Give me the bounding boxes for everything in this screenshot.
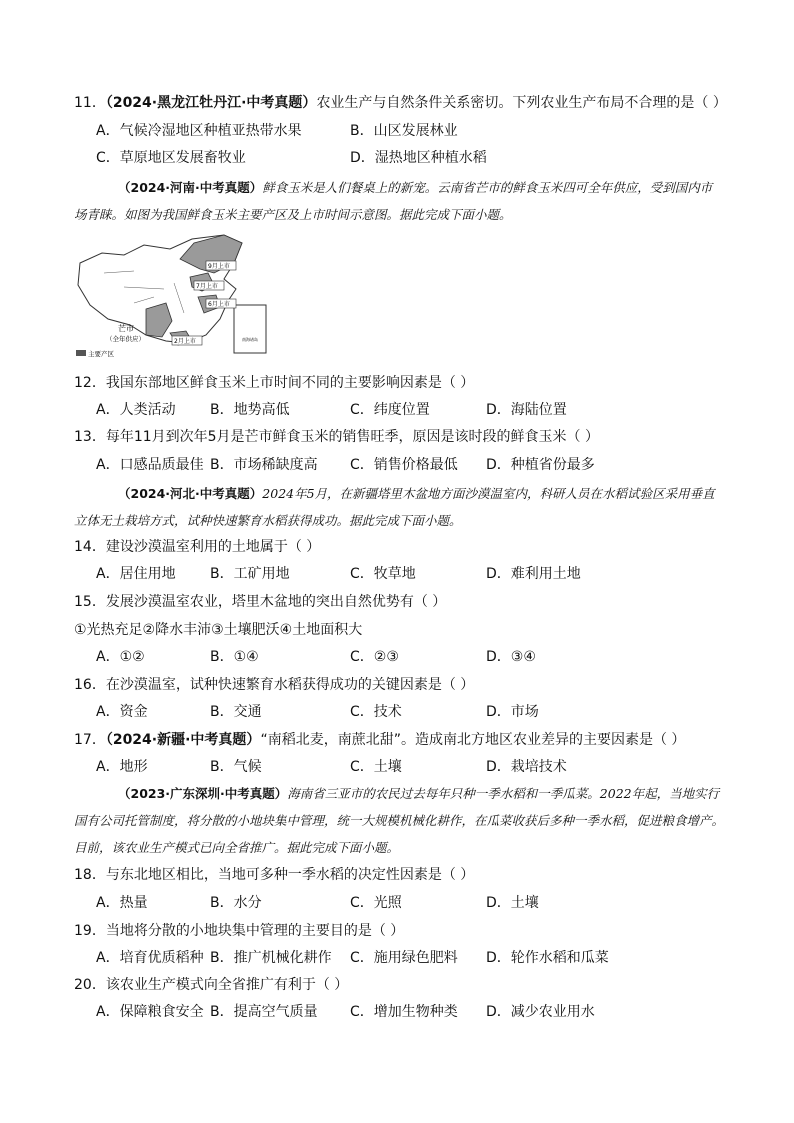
question-18-option-c[interactable]: C．光照 <box>350 895 402 911</box>
question-15-statements: ①光热充足②降水丰沛③土壤肥沃④土地面积大 <box>74 622 363 638</box>
question-15-option-b[interactable]: B．①④ <box>210 649 259 665</box>
question-16-stem: 16．在沙漠温室，试种快速繁育水稻获得成功的关键因素是（ ） <box>74 677 475 693</box>
question-14-option-c[interactable]: C．牧草地 <box>350 566 416 582</box>
map-city-note: （全年供应） <box>106 335 145 343</box>
question-12-stem: 12．我国东部地区鲜食玉米上市时间不同的主要影响因素是（ ） <box>74 375 475 391</box>
question-14-option-b[interactable]: B．工矿用地 <box>210 566 290 582</box>
question-15-option-a[interactable]: A．①② <box>96 649 145 665</box>
question-12-option-d[interactable]: D．海陆位置 <box>486 402 567 418</box>
map-label-jun: 6月上市 <box>208 301 230 308</box>
question-15-stem: 15．发展沙漠温室农业，塔里木盆地的突出自然优势有（ ） <box>74 594 447 610</box>
question-20-option-b[interactable]: B．提高空气质量 <box>210 1004 318 1020</box>
question-17-option-b[interactable]: B．气候 <box>210 759 262 775</box>
question-20-option-c[interactable]: C．增加生物种类 <box>350 1004 458 1020</box>
question-15-option-c[interactable]: C．②③ <box>350 649 399 665</box>
question-16-option-b[interactable]: B．交通 <box>210 704 262 720</box>
question-20-option-a[interactable]: A．保障粮食安全 <box>96 1004 204 1020</box>
question-15-option-d[interactable]: D．③④ <box>486 649 536 665</box>
question-20-stem: 20．该农业生产模式向全省推广有利于（ ） <box>74 977 349 993</box>
question-20-option-d[interactable]: D．减少农业用水 <box>486 1004 595 1020</box>
material-3: （2023·广东深圳·中考真题）海南省三亚市的农民过去每年只种一季水稻和一季瓜菜。2022年起，当地实行国有公司托管制度，将分散的小地块集中管理，统一大规模机械化耕作，在瓜菜收获后多种一季水稻，促进粮食增产。目前，该农业生产模式已向全省推广。据此完成下面小题。 <box>74 786 725 855</box>
question-19-option-d[interactable]: D．轮作水稻和瓜菜 <box>486 950 609 966</box>
question-19-stem: 19．当地将分散的小地块集中管理的主要目的是（ ） <box>74 923 405 939</box>
question-19-option-b[interactable]: B．推广机械化耕作 <box>210 950 332 966</box>
question-18-option-a[interactable]: A．热量 <box>96 895 148 911</box>
question-11-source: （2024·黑龙江牡丹江·中考真题） <box>105 95 317 111</box>
question-13-option-a[interactable]: A．口感品质最佳 <box>96 457 204 473</box>
china-corn-map <box>74 233 274 361</box>
question-16-option-c[interactable]: C．技术 <box>350 704 402 720</box>
question-14-stem: 14．建设沙漠温室利用的土地属于（ ） <box>74 539 321 555</box>
question-11-option-c[interactable]: C．草原地区发展畜牧业 <box>96 150 246 166</box>
question-13-stem: 13．每年11月到次年5月是芒市鲜食玉米的销售旺季，原因是该时段的鲜食玉米（ ） <box>74 429 599 445</box>
question-14-option-d[interactable]: D．难利用土地 <box>486 566 581 582</box>
question-17-stem: 17．（2024·新疆·中考真题）“南稻北麦，南蔗北甜”。造成南北方地区农业差异的主要因素是（ ） <box>74 732 686 748</box>
question-17-source: （2024·新疆·中考真题） <box>105 732 261 748</box>
question-19-option-c[interactable]: C．施用绿色肥料 <box>350 950 458 966</box>
question-17-option-a[interactable]: A．地形 <box>96 759 148 775</box>
question-11-option-a[interactable]: A．气候冷湿地区种植亚热带水果 <box>96 123 302 139</box>
map-label-jul: 7月上市 <box>196 283 218 290</box>
map-city-mangshi: 芒市 <box>118 324 134 333</box>
question-13-option-d[interactable]: D．种植省份最多 <box>486 457 595 473</box>
question-18-option-b[interactable]: B．水分 <box>210 895 262 911</box>
legend-swatch <box>76 350 86 356</box>
question-11-option-d[interactable]: D．湿热地区种植水稻 <box>350 150 487 166</box>
question-16-option-a[interactable]: A．资金 <box>96 704 148 720</box>
question-12-option-c[interactable]: C．纬度位置 <box>350 402 430 418</box>
question-11-option-b[interactable]: B．山区发展林业 <box>350 123 458 139</box>
question-12-option-a[interactable]: A．人类活动 <box>96 402 176 418</box>
map-label-sep: 9月上市 <box>208 263 230 270</box>
map-inset-label: 南海诸岛 <box>242 337 258 342</box>
map-label-feb: 2月上市 <box>174 338 196 345</box>
question-12-option-b[interactable]: B．地势高低 <box>210 402 290 418</box>
material-1: （2024·河南·中考真题）鲜食玉米是人们餐桌上的新宠。云南省芒市的鲜食玉米四可全年供应，受到国内市场青睐。如图为我国鲜食玉米主要产区及上市时间示意图。据此完成下面小题。 <box>74 180 713 222</box>
question-18-option-d[interactable]: D．土壤 <box>486 895 539 911</box>
question-11-stem: 11．（2024·黑龙江牡丹江·中考真题）农业生产与自然条件关系密切。下列农业生产布局不合理的是（ ） <box>74 95 727 111</box>
question-19-option-a[interactable]: A．培育优质稻种 <box>96 950 204 966</box>
question-16-option-d[interactable]: D．市场 <box>486 704 539 720</box>
question-13-option-b[interactable]: B．市场稀缺度高 <box>210 457 318 473</box>
question-17-option-d[interactable]: D．栽培技术 <box>486 759 567 775</box>
map-legend: 主要产区 <box>88 350 114 358</box>
question-17-option-c[interactable]: C．土壤 <box>350 759 402 775</box>
question-14-option-a[interactable]: A．居住用地 <box>96 566 176 582</box>
question-18-stem: 18．与东北地区相比，当地可多种一季水稻的决定性因素是（ ） <box>74 867 475 883</box>
material-2: （2024·河北·中考真题）2024年5月，在新疆塔里木盆地方面沙漠温室内，科研人员在水稻试验区采用垂直立体无土栽培方式，试种快速繁育水稻获得成功。据此完成下面小题。 <box>74 486 715 528</box>
question-13-option-c[interactable]: C．销售价格最低 <box>350 457 458 473</box>
